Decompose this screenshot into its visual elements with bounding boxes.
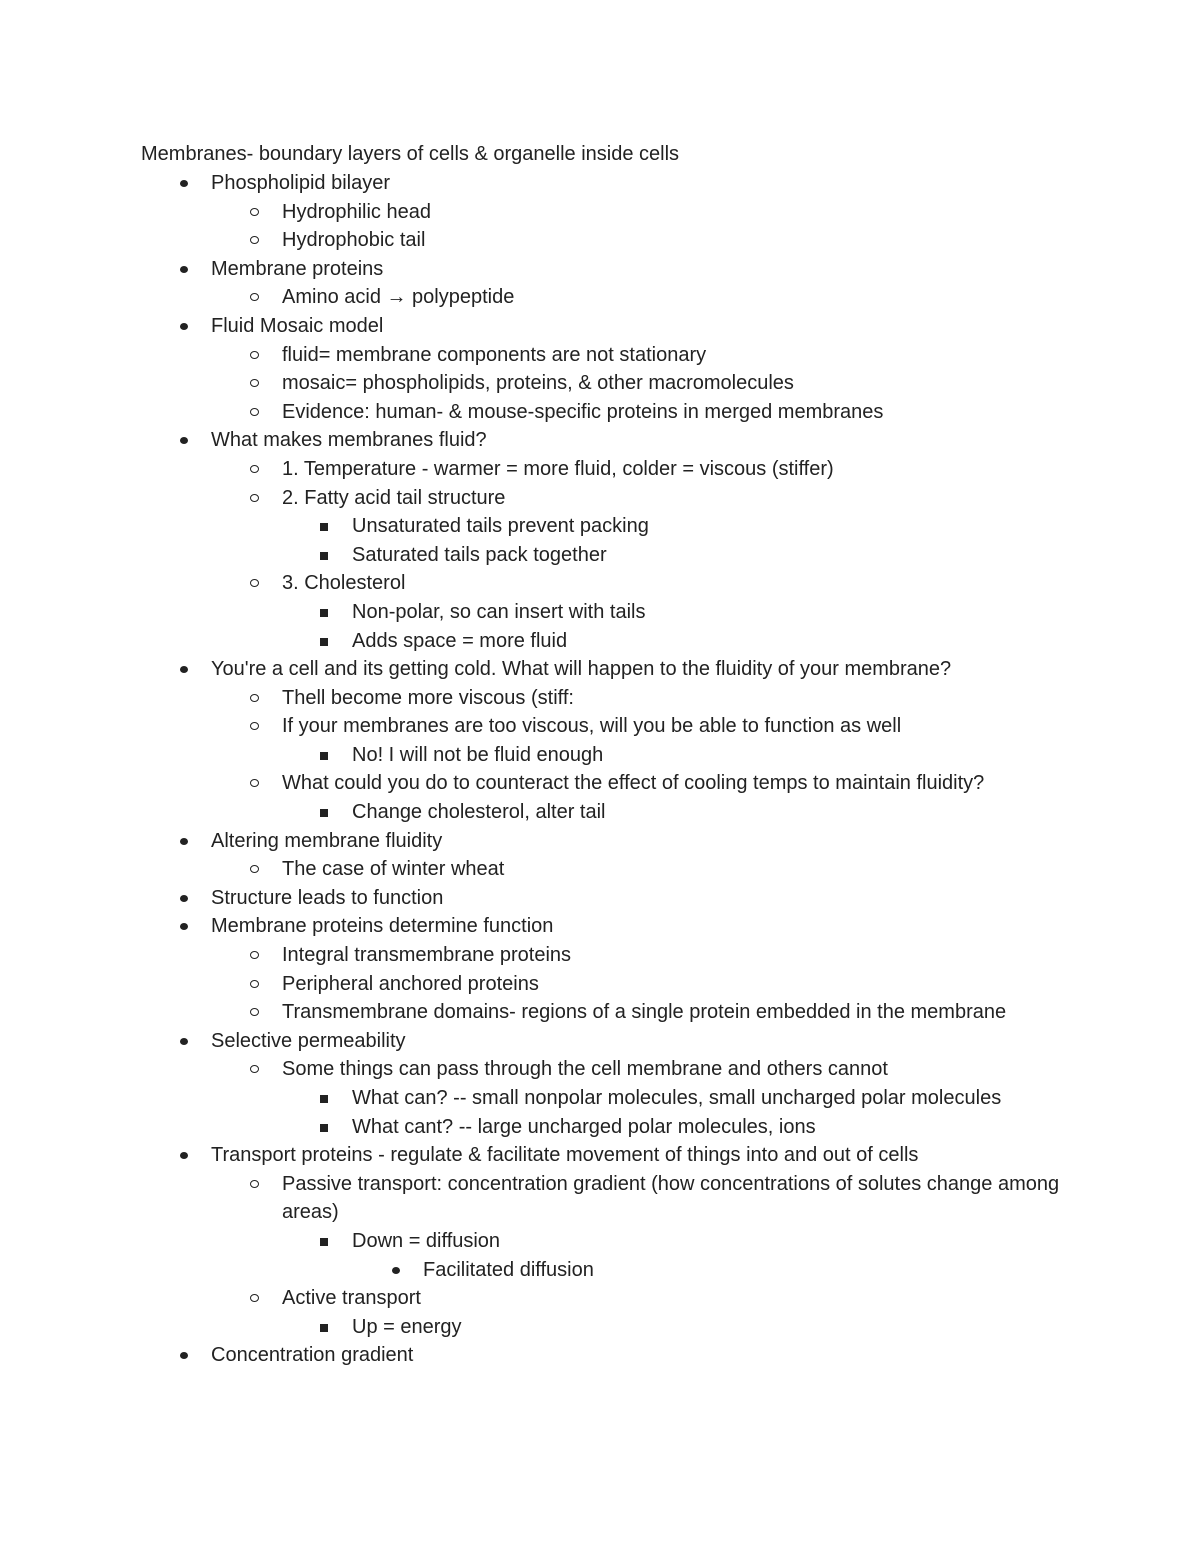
list-item <box>0 512 1200 541</box>
list-item <box>0 912 1200 941</box>
hollow-circle-bullet-icon <box>250 351 259 359</box>
list-item <box>0 369 1200 398</box>
list-item-text: Hydrophilic head <box>282 200 431 223</box>
list-item-text: You're a cell and its getting cold. What will happen to the fluidity of your membrane? <box>211 658 952 681</box>
list-item <box>0 1027 1200 1056</box>
list-item <box>0 398 1200 427</box>
hollow-circle-bullet-icon <box>250 494 259 502</box>
list-item-text: 2. Fatty acid tail structure <box>282 486 506 509</box>
filled-circle-bullet-icon <box>392 1267 400 1274</box>
list-item <box>0 769 1200 798</box>
list-item-text: Down = diffusion <box>352 1229 501 1252</box>
filled-square-bullet-icon <box>320 552 328 560</box>
list-item-text: If your membranes are too viscous, will you be able to function as well <box>282 715 902 738</box>
list-item <box>0 1341 1200 1370</box>
list-item <box>0 255 1200 284</box>
filled-circle-bullet-icon <box>180 180 188 187</box>
list-item <box>0 1084 1200 1113</box>
hollow-circle-bullet-icon <box>250 236 259 244</box>
filled-circle-bullet-icon <box>180 666 188 673</box>
filled-circle-bullet-icon <box>180 923 188 930</box>
list-item <box>0 1055 1200 1084</box>
filled-circle-bullet-icon <box>180 1038 188 1045</box>
filled-square-bullet-icon <box>320 752 328 760</box>
list-item-text: Membrane proteins <box>211 257 384 280</box>
list-item-text: Altering membrane fluidity <box>211 829 443 852</box>
list-item <box>0 455 1200 484</box>
list-item <box>0 712 1200 741</box>
list-item <box>0 1256 1200 1285</box>
list-item <box>0 741 1200 770</box>
filled-circle-bullet-icon <box>180 323 188 330</box>
list-item-text: Adds space = more fluid <box>352 629 568 652</box>
hollow-circle-bullet-icon <box>250 408 259 416</box>
list-item <box>0 1313 1200 1342</box>
list-item <box>0 1284 1200 1313</box>
hollow-circle-bullet-icon <box>250 722 259 730</box>
list-item-text: No! I will not be fluid enough <box>352 743 604 766</box>
list-item-text: Some things can pass through the cell membrane and others cannot <box>282 1058 888 1081</box>
list-item-text: What makes membranes fluid? <box>211 429 487 452</box>
list-item-text: Peripheral anchored proteins <box>282 972 539 995</box>
list-item <box>0 627 1200 656</box>
hollow-circle-bullet-icon <box>250 1065 259 1073</box>
list-item-text: Saturated tails pack together <box>352 543 607 566</box>
list-item-text: What cant? -- large uncharged polar molecules, ions <box>352 1115 816 1138</box>
list-item <box>0 283 1200 312</box>
list-item-text: Non-polar, so can insert with tails <box>352 600 646 623</box>
filled-square-bullet-icon <box>320 1324 328 1332</box>
list-item-text: Integral transmembrane proteins <box>282 944 572 967</box>
list-item <box>0 684 1200 713</box>
hollow-circle-bullet-icon <box>250 694 259 702</box>
list-item <box>0 169 1200 198</box>
list-item-text: Phospholipid bilayer <box>211 172 391 194</box>
list-item-text: What can? -- small nonpolar molecules, small uncharged polar molecules <box>352 1087 1002 1109</box>
list-item <box>0 312 1200 341</box>
hollow-circle-bullet-icon <box>250 980 259 988</box>
list-item-text: Transport proteins - regulate & facilitate movement of things into and out of cells <box>211 1144 919 1167</box>
hollow-circle-bullet-icon <box>250 865 259 873</box>
hollow-circle-bullet-icon <box>250 579 259 587</box>
filled-circle-bullet-icon <box>180 838 188 845</box>
list-item-text: Unsaturated tails prevent packing <box>352 515 649 538</box>
list-item <box>0 855 1200 884</box>
hollow-circle-bullet-icon <box>250 1294 259 1302</box>
list-item-text: Amino acid → polypeptide <box>282 286 515 309</box>
filled-circle-bullet-icon <box>180 437 188 444</box>
hollow-circle-bullet-icon <box>250 465 259 473</box>
filled-square-bullet-icon <box>320 1124 328 1132</box>
list-item-text: mosaic= phospholipids, proteins, & other macromolecules <box>282 372 794 395</box>
list-item-text: Structure leads to function <box>211 886 444 909</box>
hollow-circle-bullet-icon <box>250 208 259 216</box>
list-item <box>0 1170 1200 1227</box>
list-item-text: Facilitated diffusion <box>423 1258 594 1281</box>
filled-square-bullet-icon <box>320 1095 328 1103</box>
list-item <box>0 998 1200 1027</box>
list-item <box>0 1113 1200 1142</box>
list-item-text: The case of winter wheat <box>282 858 505 881</box>
list-item-text: 1. Temperature - warmer = more fluid, colder = viscous (stiffer) <box>282 457 834 480</box>
hollow-circle-bullet-icon <box>250 379 259 387</box>
list-item-text: 3. Cholesterol <box>282 572 406 595</box>
list-item <box>0 941 1200 970</box>
filled-square-bullet-icon <box>320 638 328 646</box>
list-item-text: Passive transport: concentration gradient (how concentrations of solutes change among areas) <box>282 1172 1060 1224</box>
list-item <box>0 226 1200 255</box>
list-item-text: fluid= membrane components are not stationary <box>282 343 707 366</box>
list-item <box>0 884 1200 913</box>
filled-square-bullet-icon <box>320 523 328 531</box>
list-item <box>0 1227 1200 1256</box>
list-item <box>0 655 1200 684</box>
list-item <box>0 569 1200 598</box>
filled-circle-bullet-icon <box>180 1152 188 1159</box>
list-item <box>0 827 1200 856</box>
notes-outline <box>0 169 1200 1370</box>
list-item <box>0 484 1200 513</box>
list-item-text: Concentration gradient <box>211 1344 414 1367</box>
list-item <box>0 798 1200 827</box>
list-item-text: Membrane proteins determine function <box>211 915 554 938</box>
list-item-text: Fluid Mosaic model <box>211 314 384 337</box>
list-item <box>0 198 1200 227</box>
list-item-text: Change cholesterol, alter tail <box>352 801 606 824</box>
filled-circle-bullet-icon <box>180 895 188 902</box>
list-item-text: Active transport <box>282 1287 421 1310</box>
list-item-text: What could you do to counteract the effect of cooling temps to maintain fluidity? <box>282 772 985 795</box>
list-item <box>0 341 1200 370</box>
hollow-circle-bullet-icon <box>250 1180 259 1188</box>
filled-circle-bullet-icon <box>180 266 188 273</box>
list-item-text: Up = energy <box>352 1315 462 1338</box>
page-title: Membranes- boundary layers of cells & organelle inside cells <box>141 143 680 165</box>
hollow-circle-bullet-icon <box>250 293 259 301</box>
list-item-text: Hydrophobic tail <box>282 229 426 252</box>
filled-circle-bullet-icon <box>180 1352 188 1359</box>
list-item <box>0 970 1200 999</box>
list-item <box>0 1141 1200 1170</box>
filled-square-bullet-icon <box>320 1238 328 1246</box>
hollow-circle-bullet-icon <box>250 779 259 787</box>
hollow-circle-bullet-icon <box>250 951 259 959</box>
list-item <box>0 598 1200 627</box>
list-item-text: Thell become more viscous (stiff: <box>282 686 574 709</box>
list-item-text: Selective permeability <box>211 1029 406 1052</box>
list-item <box>0 541 1200 570</box>
list-item-text: Transmembrane domains- regions of a single protein embedded in the membrane <box>282 1001 1007 1024</box>
filled-square-bullet-icon <box>320 809 328 817</box>
hollow-circle-bullet-icon <box>250 1008 259 1016</box>
list-item <box>0 426 1200 455</box>
filled-square-bullet-icon <box>320 609 328 617</box>
list-item-text: Evidence: human- & mouse-specific proteins in merged membranes <box>282 400 884 423</box>
